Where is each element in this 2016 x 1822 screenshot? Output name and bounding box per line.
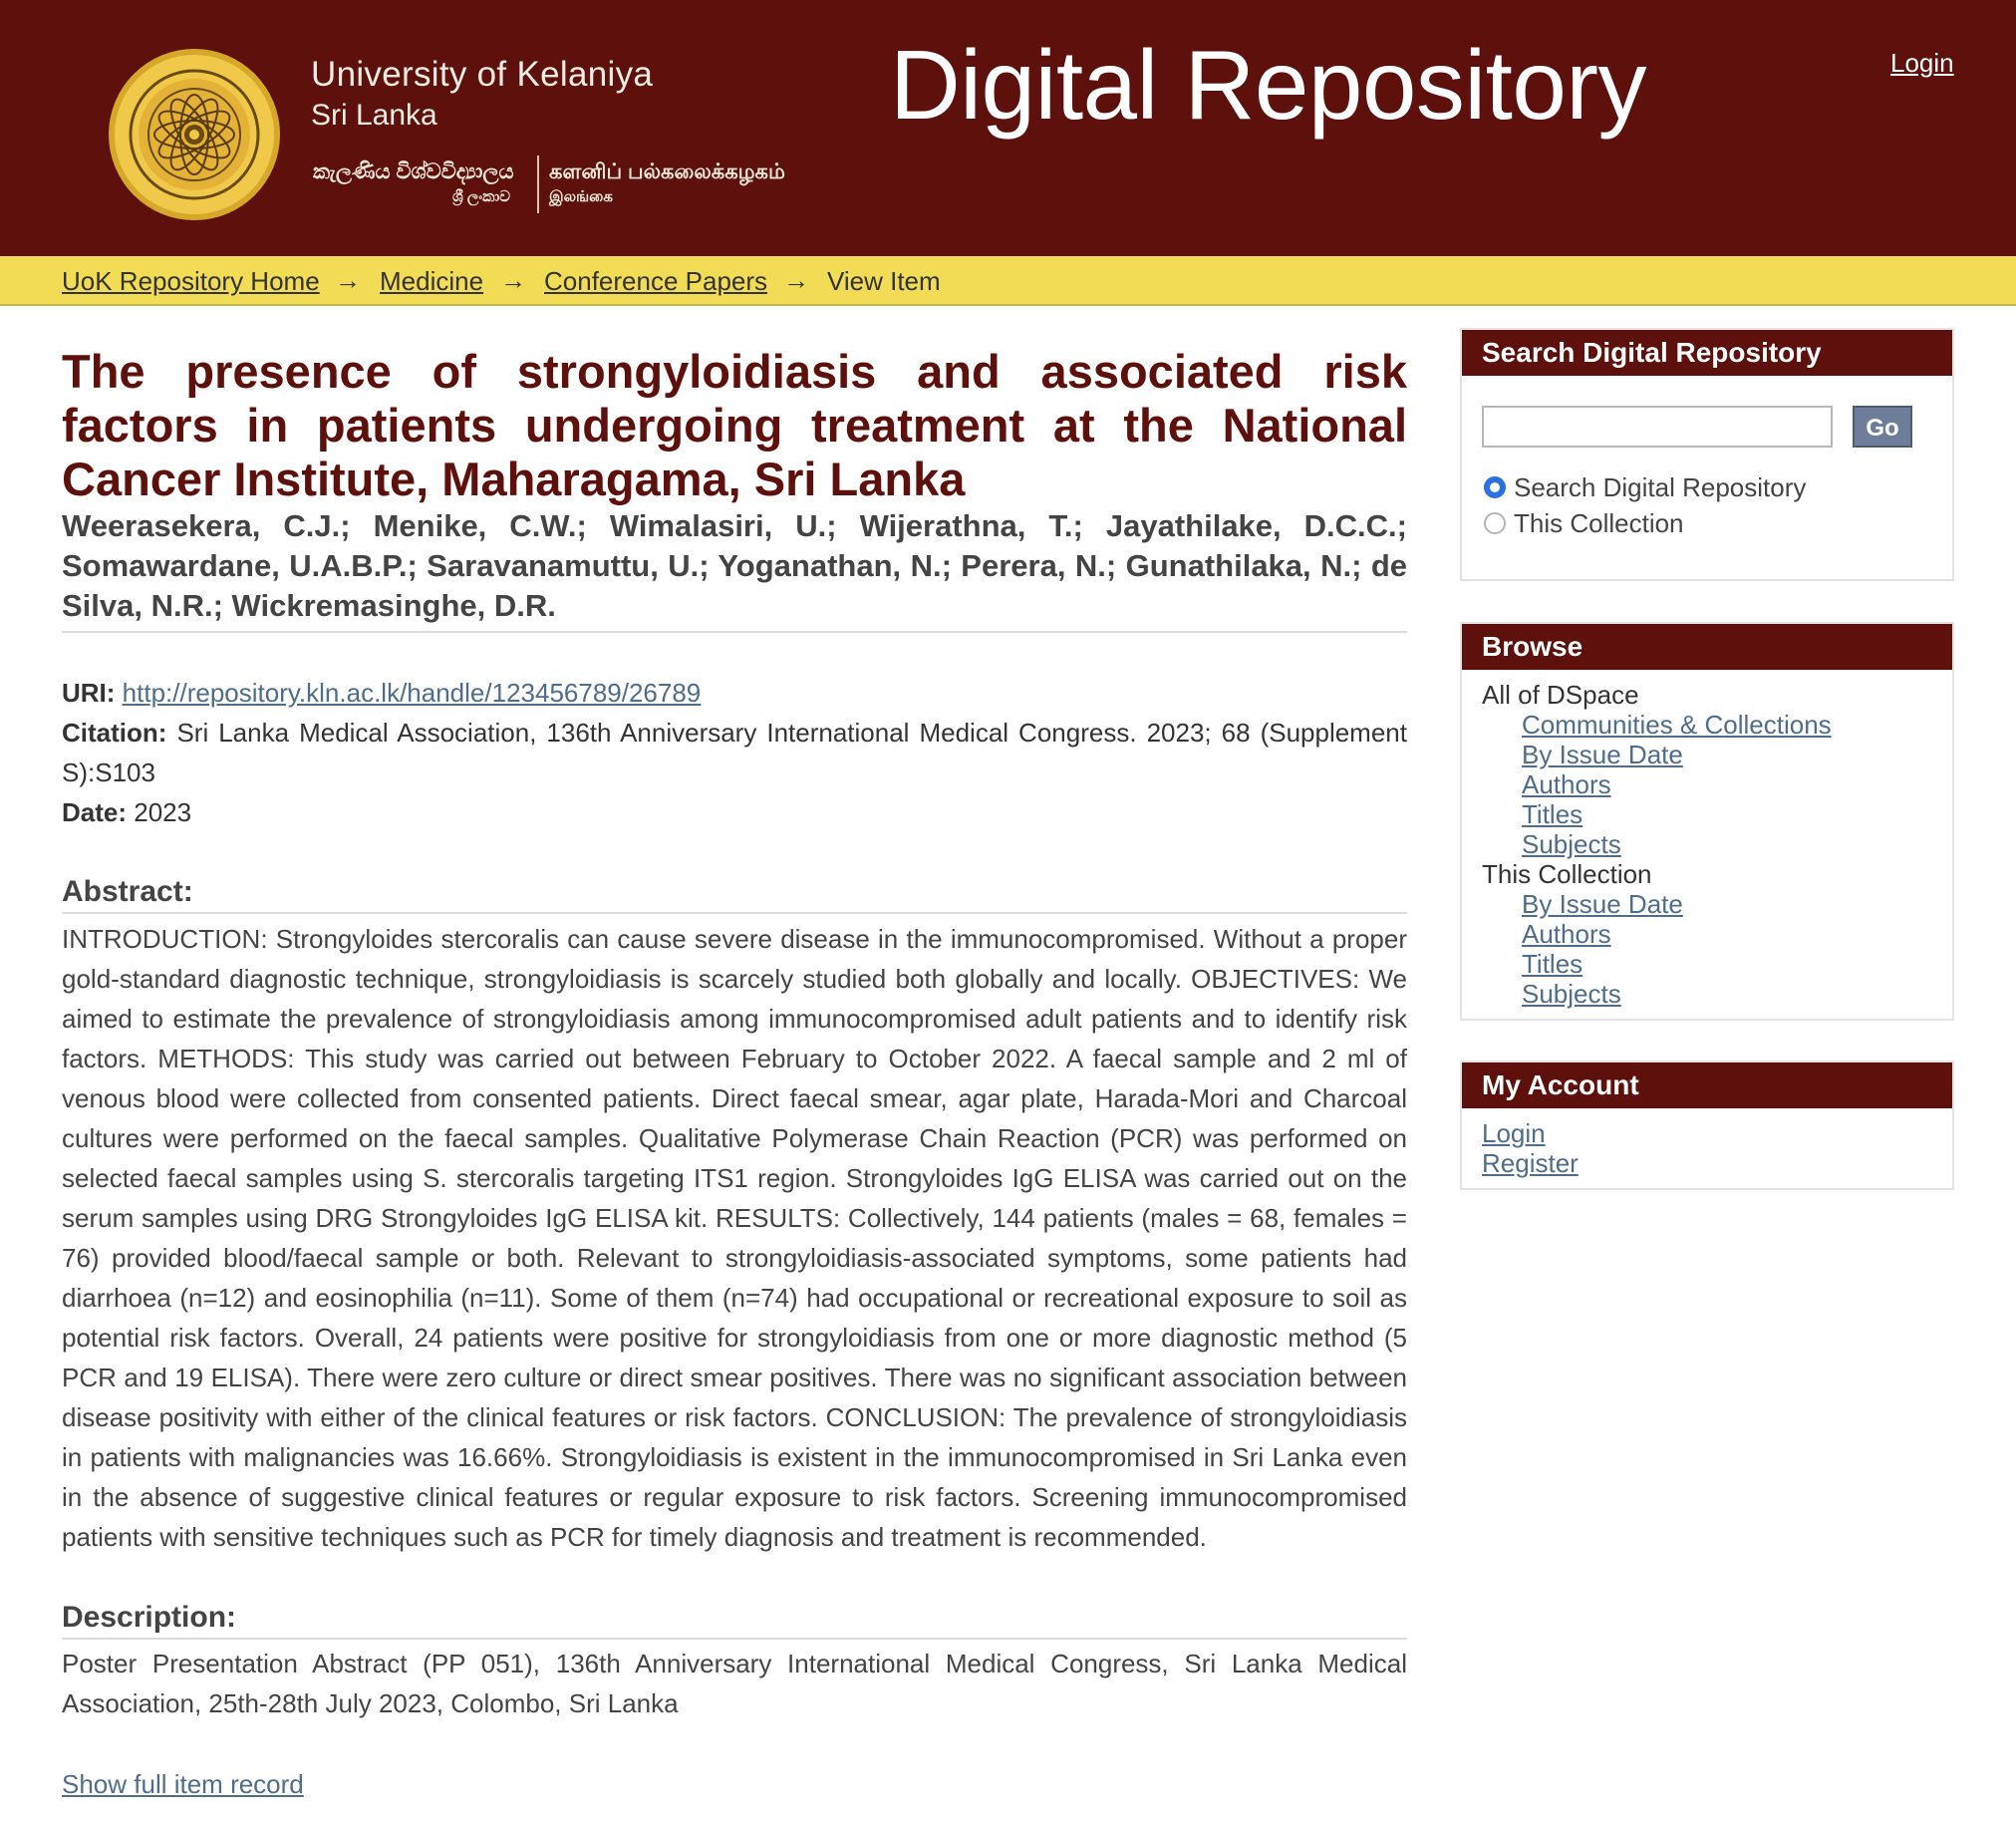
divider	[62, 1638, 1407, 1640]
browse-all-titles-link[interactable]: Titles	[1522, 799, 1584, 829]
browse-all-label: All of DSpace	[1482, 680, 1639, 710]
university-name: University of Kelaniya	[311, 55, 654, 94]
university-country: Sri Lanka	[311, 99, 437, 132]
item-uri-link[interactable]: http://repository.kln.ac.lk/handle/123456789/26789	[122, 678, 702, 708]
browse-collection-authors-link[interactable]: Authors	[1522, 919, 1611, 949]
browse-panel-heading: Browse	[1462, 624, 1952, 670]
browse-communities-link[interactable]: Communities & Collections	[1522, 710, 1832, 740]
script-divider	[537, 155, 539, 213]
breadcrumb-conference-papers-link[interactable]: Conference Papers	[544, 266, 768, 296]
search-panel-heading: Search Digital Repository	[1462, 330, 1952, 376]
description-heading: Description:	[62, 1601, 237, 1634]
site-header	[0, 0, 2016, 256]
browse-all-subjects-link[interactable]: Subjects	[1522, 829, 1621, 859]
header-login-link[interactable]: Login	[1890, 48, 1954, 78]
item-date: 2023	[134, 797, 192, 827]
breadcrumb-medicine-link[interactable]: Medicine	[380, 266, 484, 296]
item-citation: Sri Lanka Medical Association, 136th Anniversary International Medical Congress. 2023; 68 (Supplement S):S103	[62, 718, 1407, 787]
breadcrumb-arrow-icon: →	[335, 265, 361, 295]
account-panel	[1460, 1061, 1954, 1190]
browse-collection-titles-link[interactable]: Titles	[1522, 949, 1584, 979]
citation-label: Citation:	[62, 718, 167, 748]
university-logo	[108, 48, 281, 221]
site-title: Digital Repository	[890, 30, 1646, 140]
search-scope-all-radio[interactable]	[1484, 476, 1506, 498]
divider	[62, 912, 1407, 914]
browse-collection-by-issue-date-link[interactable]: By Issue Date	[1522, 889, 1683, 919]
browse-panel	[1460, 622, 1954, 1021]
item-citation-row	[62, 713, 1407, 792]
breadcrumb-current: View Item	[827, 266, 941, 296]
search-go-button[interactable]: Go	[1853, 406, 1912, 448]
item-uri-row	[62, 673, 1407, 713]
item-date-row	[62, 792, 1407, 832]
account-panel-heading: My Account	[1462, 1063, 1952, 1108]
item-title: The presence of strongyloidiasis and associated risk factors in patients undergoing treatment at the National Cancer Institute, Maharagama, Sri Lanka	[62, 345, 1407, 505]
uri-label: URI:	[62, 678, 116, 708]
sinhala-country: ශ්‍රී ලංකාව	[452, 188, 511, 205]
tamil-name: களனிப் பல்கலைக்கழகம்	[549, 160, 785, 183]
tamil-country: இலங்கை	[549, 188, 613, 205]
browse-all-by-issue-date-link[interactable]: By Issue Date	[1522, 740, 1683, 769]
divider	[62, 631, 1407, 633]
item-authors: Weerasekera, C.J.; Menike, C.W.; Wimalasiri, U.; Wijerathna, T.; Jayathilake, D.C.C.; Somawardane, U.A.B.P.; Saravanamuttu, U.; Yoganathan, N.; Perera, N.; Gunathilaka, N.; de Silva, N.R.; Wickremasinghe, D.R.	[62, 508, 1407, 623]
breadcrumb-arrow-icon: →	[783, 265, 809, 295]
browse-collection-label: This Collection	[1482, 859, 1652, 889]
item-abstract: INTRODUCTION: Strongyloides stercoralis can cause severe disease in the immunocompromised. Without a proper gold-standard diagnostic technique, strongyloidiasis is scarcely studied both globally and locally. OBJECTIVES: We aimed to estimate the prevalence of strongyloidiasis among immunocompromised adult patients and to identify risk factors. METHODS: This study was carried out between February to October 2022. A faecal sample and 2 ml of venous blood were collected from consented patients. Direct faecal smear, agar plate, Harada-Mori and Charcoal cultures were performed on the faecal samples. Qualitative Polymerase Chain Reaction (PCR) was performed on selected faecal samples using S. stercoralis targeting ITS1 region. Strongyloides IgG ELISA was carried out on the serum samples using DRG Strongyloides IgG ELISA kit. RESULTS: Collectively, 144 patients (males = 68, females = 76) provided blood/faecal sample or both. Relevant to strongyloidiasis-associated symptoms, some patients had diarrhoea (n=12) and eosinophilia (n=11). Some of them (n=74) had occupational or recreational exposure to soil as potential risk factors. Overall, 24 patients were positive for strongyloidiasis from one or more diagnostic method (5 PCR and 19 ELISA). There were zero culture or direct smear positives. There was no significant association between disease positivity with either of the clinical features or risk factors. CONCLUSION: The prevalence of strongyloidiasis in patients with malignancies was 16.66%. Strongyloidiasis is existent in the immunocompromised in Sri Lanka even in the absence of suggestive clinical features or regular exposure to risk factors. Screening immunocompromised patients with sensitive techniques such as PCR for timely diagnosis and treatment is recommended.	[62, 924, 1407, 1552]
abstract-heading: Abstract:	[62, 875, 193, 908]
show-full-record-link[interactable]: Show full item record	[62, 1769, 304, 1799]
breadcrumb-home-link[interactable]: UoK Repository Home	[62, 266, 320, 296]
browse-collection-subjects-link[interactable]: Subjects	[1522, 979, 1621, 1009]
account-register-link[interactable]: Register	[1482, 1148, 1579, 1178]
search-scope-collection-label[interactable]: This Collection	[1514, 508, 1684, 538]
search-input[interactable]	[1482, 406, 1833, 448]
browse-all-authors-link[interactable]: Authors	[1522, 769, 1611, 799]
breadcrumb-arrow-icon: →	[500, 265, 526, 295]
date-label: Date:	[62, 797, 128, 827]
sinhala-name: කැලණිය විශ්වවිද්‍යාලය	[313, 160, 514, 183]
search-scope-collection-radio[interactable]	[1484, 512, 1506, 534]
search-scope-all-label[interactable]: Search Digital Repository	[1514, 472, 1807, 502]
account-login-link[interactable]: Login	[1482, 1118, 1546, 1148]
search-panel	[1460, 328, 1954, 581]
breadcrumb	[0, 256, 2016, 306]
item-description: Poster Presentation Abstract (PP 051), 136th Anniversary International Medical Congress, Sri Lanka Medical Association, 25th-28th July 2023, Colombo, Sri Lanka	[62, 1649, 1407, 1718]
